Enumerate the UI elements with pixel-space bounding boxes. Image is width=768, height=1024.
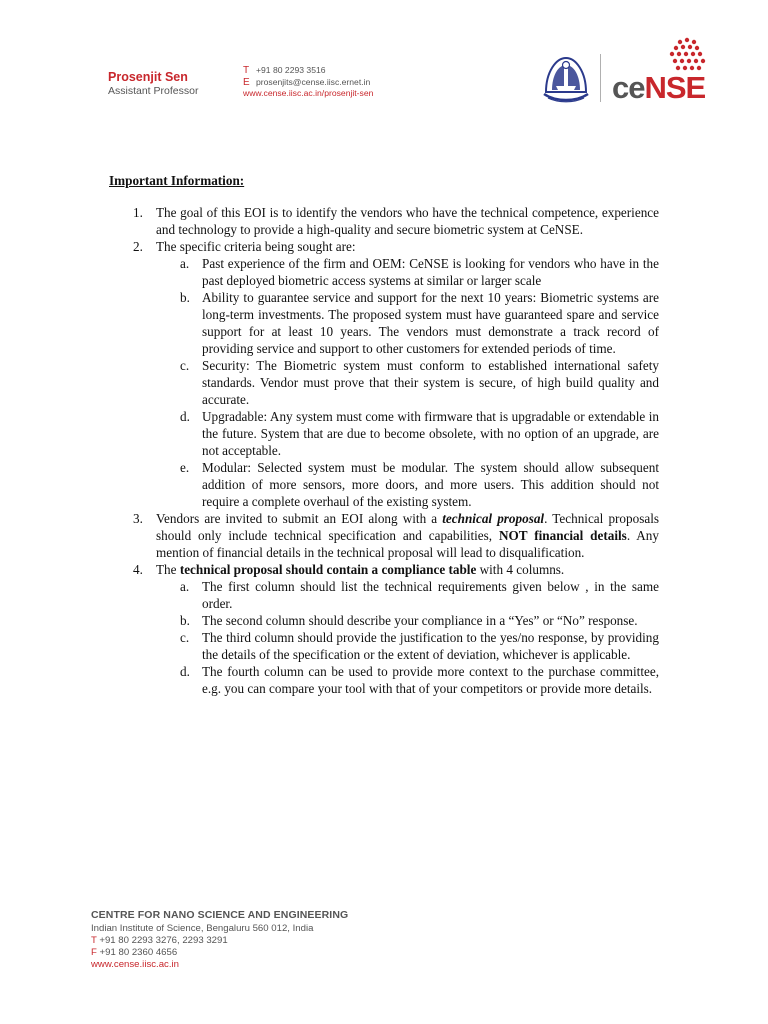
footer-web-link[interactable]: www.cense.iisc.ac.in [91,959,179,970]
emphasis-compliance-table: technical proposal should contain a compliance table [179,562,477,577]
numbered-list [109,204,659,697]
footer-phone: T +91 80 2293 3276, 2293 3291 [91,935,228,946]
section-heading: Important Information: [109,173,245,188]
sub-list-item: b. The second column should describe your compliance in a “Yes” or “No” response. [180,613,638,628]
contact-web-link[interactable]: www.cense.iisc.ac.in/prosenjit-sen [243,88,374,98]
author-role: Assistant Professor [108,85,199,97]
sub-list-item: a. Past experience of the firm and OEM: CeNSE is looking for vendors who have in the past deployed biometric access systems at similar or larger scale [180,256,659,288]
emphasis-not-financial: NOT financial details [498,528,627,543]
sub-list-item: b. Ability to guarantee service and support for the next 10 years: Biometric systems are long-term investments. The proposed system must have guaranteed spare and service support for at least 10 years. The vendors must demonstrate a track record of providing service and support to other customers for extended periods of time. [180,290,659,356]
footer-address: Indian Institute of Science, Bengaluru 560 012, India [91,923,314,934]
footer-institute-name: CENTRE FOR NANO SCIENCE AND ENGINEERING [91,909,349,921]
sub-list [156,578,659,697]
list-item: 2. The specific criteria being sought are: a. Past experience of the firm and OEM: CeNSE is looking for vendors who have in the past deployed biometric access systems at similar or larger scale b. Ability to guarantee service and support for the next 10 years: Biometric systems are long-term investments. The proposed system must have guaranteed spare and service support for at least 10 years. The vendors must demonstrate a track record of providing service and support to other customers for extended periods of time. c. Security: The Biometric system must conform to established international safety standards. Vendor must prove that their system is secure, of high build quality and accurate. d. Upgradable: Any system must come with firmware that is upgradable or extendable in the future. System that are due to become obsolete, with no option of an upgrade, are not acceptable. e. Modular: Selected system must be modular. The system should allow subsequent addition of more sensors, more doors, and more users. This addition should not require a complete overhaul of the existing system. [133,239,659,509]
sub-list-item: c. The third column should provide the justification to the yes/no response, by providing the details of the specification or the extent of deviation, whichever is applicable. [180,630,659,662]
footer-fax: F +91 80 2360 4656 [91,947,178,958]
sub-list-item: e. Modular: Selected system must be modular. The system should allow subsequent addition of more sensors, more doors, and more users. This addition should not require a complete overhaul of the existing system. [180,460,659,509]
sub-list [156,255,659,510]
sub-list-item: d. Upgradable: Any system must come with firmware that is upgradable or extendable in the future. System that are due to become obsolete, with no option of an upgrade, are not acceptable. [180,409,659,458]
contact-phone: T +91 80 2293 3516 [243,65,326,76]
cense-logo [612,36,724,104]
sub-list-item: a. The first column should list the technical requirements given below , in the same order. [180,579,659,611]
list-item: 1. The goal of this EOI is to identify the vendors who have the technical competence, experience and technology to provide a high-quality and secure biometric system at CeNSE. [133,205,659,237]
document-body [109,172,659,697]
list-item: 4. The technical proposal should contain a compliance table with 4 columns. a. The first column should list the technical requirements given below , in the same order. b. The second column should describe your compliance in a “Yes” or “No” response. c. The third column should provide the justification to the yes/no response, by providing the details of the specification or the extent of deviation, whichever is applicable. d. The fourth column can be used to provide more context to the purchase committee, e.g. you can compare your tool with that of your competitors or provide more details. [133,562,659,696]
emphasis-technical-proposal: technical proposal [442,511,545,526]
contact-block [243,65,373,99]
contact-email: E prosenjits@cense.iisc.ernet.in [243,76,371,88]
author-name: Prosenjit Sen [108,70,188,84]
iisc-seal-logo [538,52,594,104]
list-item: 3. Vendors are invited to submit an EOI along with a technical proposal. Technical proposals should only include technical specification and capabilities, NOT financial details. Any mention of financial details in the technical proposal will lead to disqualification. [133,511,659,560]
sub-list-item: d. The fourth column can be used to provide more context to the purchase committee, e.g. you can compare your tool with that of your competitors or provide more details. [180,664,659,696]
header-divider [600,54,601,102]
svg-text:ceNSE: ceNSE [612,70,706,104]
sub-list-item: c. Security: The Biometric system must conform to established international safety standards. Vendor must prove that their system is secure, of high build quality and accurate. [180,358,659,407]
